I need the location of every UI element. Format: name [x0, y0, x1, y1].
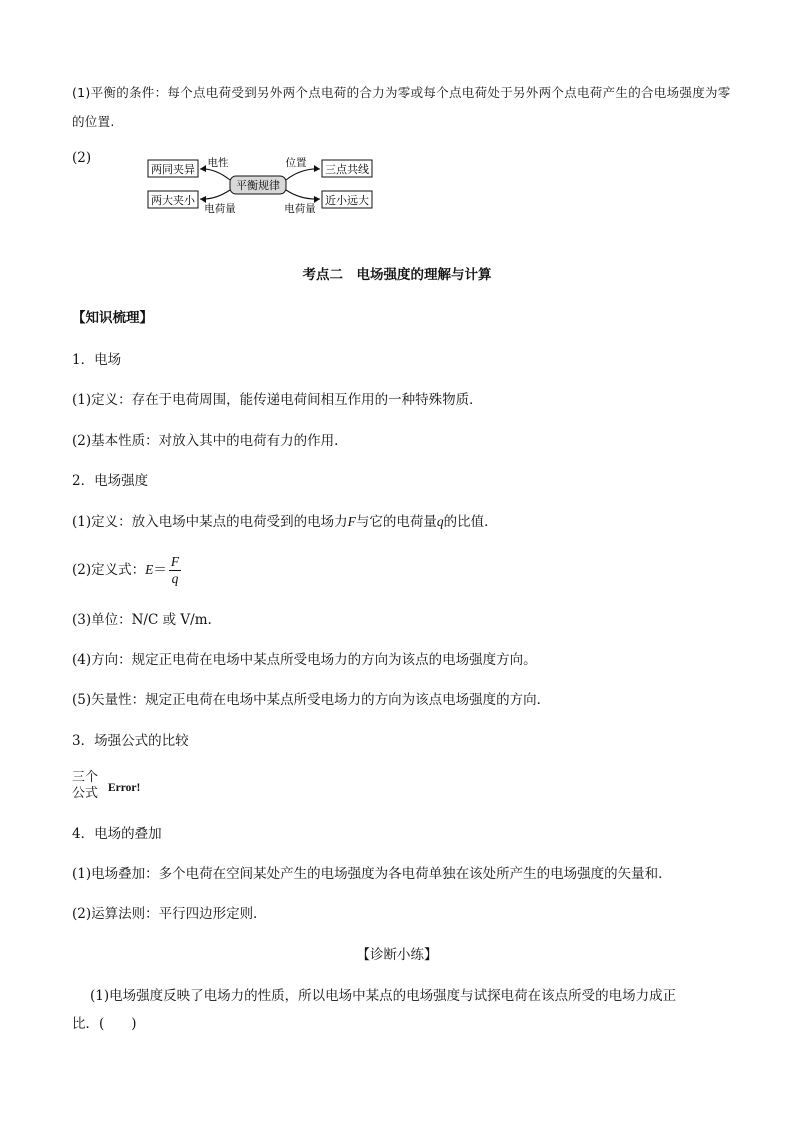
center-box-text: 平衡规律 [236, 179, 280, 192]
item2-def-F: F [347, 514, 356, 529]
arrow-top-left-label: 电性 [207, 157, 229, 169]
formula-numerator: F [170, 554, 180, 569]
formula-denominator: q [171, 571, 179, 586]
arrow-top-left-head [200, 165, 206, 172]
item2-def-part-a: (1)定义：放入电场中某点的电荷受到的电场力 [72, 514, 348, 530]
arrow-top-right-label: 位置 [285, 157, 307, 169]
formula-label: (2)定义式： [72, 562, 146, 578]
equilibrium-condition-paragraph: (1)平衡的条件：每个点电荷受到另外两个点电荷的合力为零或每个点电荷处于另外两个点电荷产生的合电场强度为零的位置. [72, 85, 731, 129]
item2-heading: 2．电场强度 [72, 473, 149, 489]
arrow-bottom-right-head [314, 196, 320, 203]
item2-definition [72, 512, 498, 532]
box-top-right-text: 三点共线 [325, 163, 369, 176]
item1-heading: 1．电场 [72, 352, 122, 368]
formula-fraction [169, 554, 181, 587]
diagnosis-heading: 【诊断小练】 [356, 947, 438, 963]
box-top-left-text: 两同夹异 [151, 163, 195, 176]
item2-def-q: q [436, 514, 444, 529]
arrow-top-right-head [314, 165, 320, 172]
arrow-bottom-left-label: 电荷量 [204, 203, 236, 215]
question1-line2: 比．( ) [72, 1016, 137, 1032]
item1-property: (2)基本性质：对放入其中的电荷有力的作用. [72, 433, 339, 449]
stack-top: 三个 [72, 770, 99, 785]
arrow-bottom-left-head [200, 196, 206, 203]
formula-stack-label [72, 770, 98, 802]
knowledge-heading: 【知识梳理】 [72, 310, 153, 326]
item4-heading: 4．电场的叠加 [72, 826, 162, 842]
arrow-bottom-right-label: 电荷量 [284, 203, 316, 215]
section-title: 考点二 电场强度的理解与计算 [302, 267, 492, 283]
equilibrium-rules-diagram [140, 150, 380, 220]
item2-formula [72, 552, 181, 588]
box-bottom-left-text: 两大夹小 [151, 194, 195, 207]
item2-def-part-b: 与它的电荷量 [355, 514, 437, 530]
item2-def-part-c: 的比值． [443, 514, 498, 530]
item3-heading: 3．场强公式的比较 [72, 733, 189, 749]
box-bottom-right-text: 近小远大 [325, 194, 369, 207]
item4-rule: (2)运算法则：平行四边形定则． [72, 906, 267, 922]
item2-unit: (3)单位：N/C 或 V/m. [72, 612, 212, 628]
item4-superposition: (1)电场叠加：多个电荷在空间某处产生的电场强度为各电荷单独在该处所产生的电场强度的矢量和． [72, 866, 672, 882]
item2-direction: (4)方向：规定正电荷在电场中某点所受电场力的方向为该点的电场强度方向。 [72, 652, 537, 668]
formula-E: E [145, 562, 154, 577]
error-text: Error! [108, 782, 141, 794]
item2-vector: (5)矢量性：规定正电荷在电场中某点所受电场力的方向为该点电场强度的方向． [72, 692, 551, 708]
question1-line1: (1)电场强度反映了电场力的性质，所以电场中某点的电场强度与试探电荷在该点所受的电场力成正 [90, 988, 677, 1004]
item1-definition: (1)定义：存在于电荷周围，能传递电荷间相互作用的一种特殊物质． [72, 392, 483, 408]
formula-equals: ＝ [153, 562, 167, 578]
diagram-label: (2) [72, 150, 92, 166]
stack-bottom: 公式 [72, 786, 99, 801]
